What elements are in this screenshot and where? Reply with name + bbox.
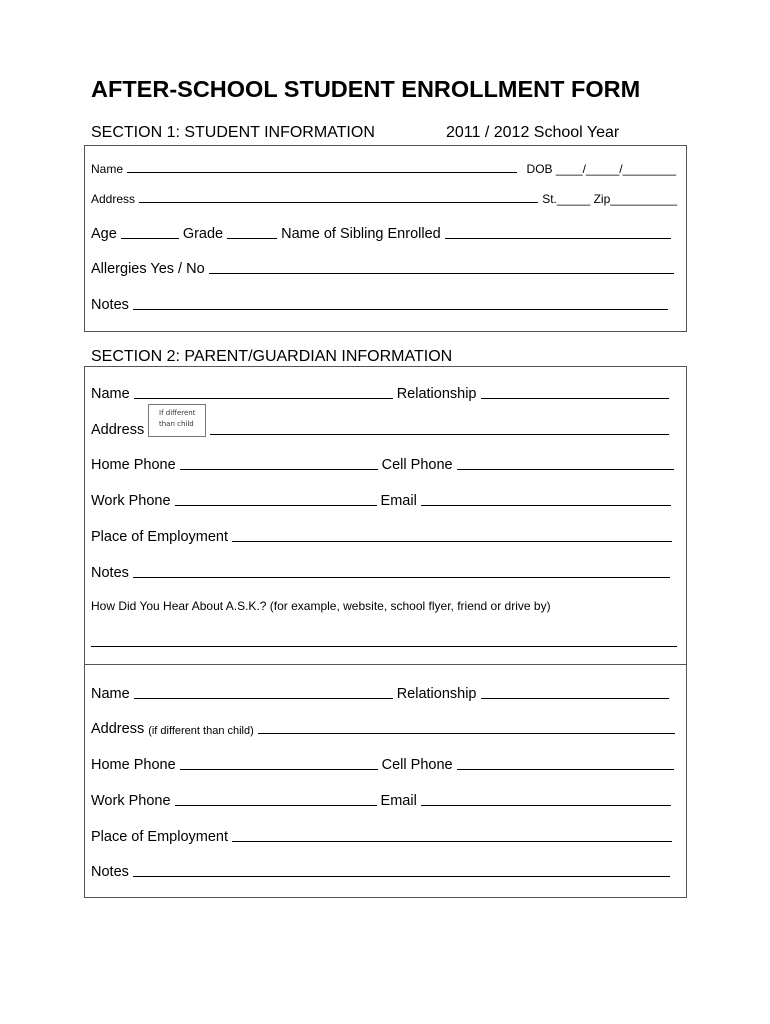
age-field[interactable]: [121, 237, 179, 239]
p1-address-row: [91, 422, 673, 438]
p2-relationship-label: Relationship: [396, 686, 477, 702]
p1-name-field[interactable]: [134, 397, 393, 399]
p1-employment-field[interactable]: [232, 540, 672, 542]
section2-box: [84, 366, 687, 898]
p1-cell-phone-field[interactable]: [457, 468, 674, 470]
student-address-field[interactable]: [139, 201, 538, 203]
p1-address-label: Address: [91, 422, 145, 438]
student-notes-label: Notes: [91, 297, 129, 313]
p1-relationship-field[interactable]: [481, 397, 670, 399]
p2-work-phone-field[interactable]: [175, 804, 377, 806]
p1-work-row: [91, 493, 675, 509]
p2-phone-row: [91, 757, 678, 773]
p2-address-row: [91, 721, 679, 737]
p1-email-label: Email: [380, 493, 417, 509]
grade-field[interactable]: [227, 237, 277, 239]
p2-notes-field[interactable]: [133, 875, 670, 877]
student-name-label: Name: [91, 162, 124, 176]
student-notes-field[interactable]: [133, 308, 668, 310]
p2-notes-label: Notes: [91, 864, 129, 880]
p1-relationship-label: Relationship: [396, 386, 477, 402]
p2-cell-phone-label: Cell Phone: [381, 757, 453, 773]
p1-name-label: Name: [91, 386, 130, 402]
allergies-row: [91, 261, 678, 277]
p1-notes-field[interactable]: [133, 576, 670, 578]
hear-about-field[interactable]: [91, 646, 677, 647]
p2-cell-phone-field[interactable]: [457, 768, 674, 770]
p1-employment-label: Place of Employment: [91, 529, 229, 545]
student-name-row: [91, 162, 676, 176]
p2-address-label: Address: [91, 721, 145, 737]
p1-home-phone-label: Home Phone: [91, 457, 176, 473]
p2-notes-row: [91, 864, 674, 880]
p2-work-phone-label: Work Phone: [91, 793, 171, 809]
student-name-field[interactable]: [127, 171, 517, 173]
p1-address-note-line2: than child: [159, 420, 194, 428]
p1-employment-row: [91, 529, 676, 545]
school-year: 2011 / 2012 School Year: [446, 124, 620, 141]
p1-phone-row: [91, 457, 678, 473]
p2-employment-label: Place of Employment: [91, 829, 229, 845]
p2-address-note: (if different than child): [148, 725, 254, 737]
sibling-label: Name of Sibling Enrolled: [281, 226, 441, 242]
student-address-row: [91, 192, 677, 206]
p1-cell-phone-label: Cell Phone: [381, 457, 453, 473]
grade-label: Grade: [182, 226, 224, 242]
age-label: Age: [91, 226, 117, 242]
sibling-field[interactable]: [445, 237, 671, 239]
p2-home-phone-label: Home Phone: [91, 757, 176, 773]
section1-heading: SECTION 1: STUDENT INFORMATION: [91, 124, 375, 141]
p2-employment-row: [91, 829, 676, 845]
p2-home-phone-field[interactable]: [180, 768, 378, 770]
p2-name-row: [91, 686, 673, 702]
p2-work-row: [91, 793, 675, 809]
p1-address-field[interactable]: [210, 433, 669, 435]
dob-label: DOB ____/_____/________: [526, 162, 676, 176]
st-zip-label: St._____ Zip__________: [542, 192, 677, 206]
p1-home-phone-field[interactable]: [180, 468, 378, 470]
p1-notes-row: [91, 565, 674, 581]
student-address-label: Address: [91, 192, 136, 206]
section2-heading: SECTION 2: PARENT/GUARDIAN INFORMATION: [91, 348, 453, 365]
p2-employment-field[interactable]: [232, 840, 672, 842]
p1-address-note-line1: If different: [159, 409, 196, 417]
student-notes-row: [91, 297, 672, 313]
p1-name-row: [91, 386, 673, 402]
p1-email-field[interactable]: [421, 504, 671, 506]
age-grade-row: [91, 226, 675, 242]
p1-work-phone-label: Work Phone: [91, 493, 171, 509]
allergies-field[interactable]: [209, 272, 674, 274]
p2-name-field[interactable]: [134, 697, 393, 699]
allergies-label: Allergies Yes / No: [91, 261, 205, 277]
parent-divider: [84, 664, 687, 665]
p1-work-phone-field[interactable]: [175, 504, 377, 506]
hear-about-label: How Did You Hear About A.S.K.? (for example, website, school flyer, friend or drive by): [91, 599, 551, 613]
p2-address-field[interactable]: [258, 732, 675, 734]
p1-notes-label: Notes: [91, 565, 129, 581]
p2-email-field[interactable]: [421, 804, 671, 806]
p2-email-label: Email: [380, 793, 417, 809]
form-title: AFTER-SCHOOL STUDENT ENROLLMENT FORM: [91, 76, 641, 102]
p2-name-label: Name: [91, 686, 130, 702]
p2-relationship-field[interactable]: [481, 697, 670, 699]
